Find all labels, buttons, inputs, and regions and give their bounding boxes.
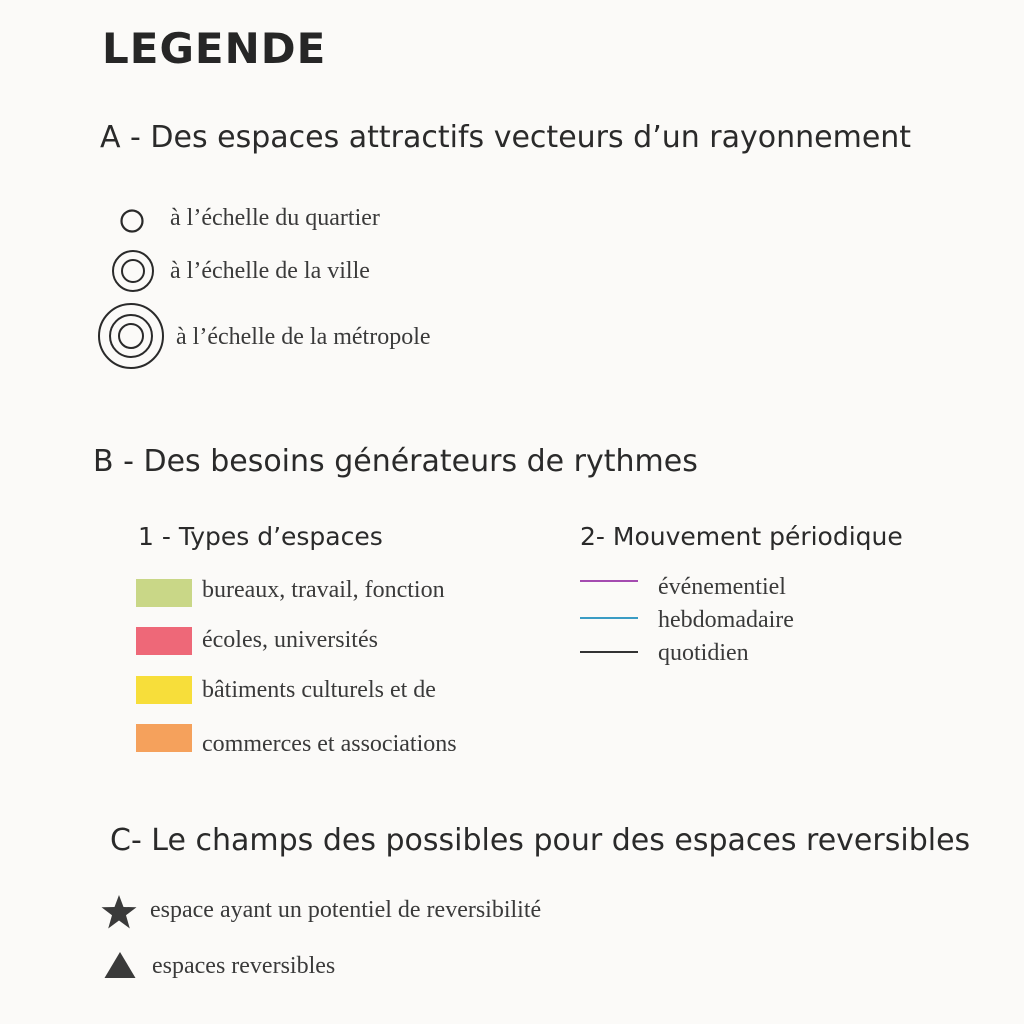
- swatch-commerces: [136, 724, 192, 752]
- swatch-ecoles: [136, 627, 192, 655]
- triple-circle-icon: [96, 301, 166, 371]
- triangle-icon: [103, 950, 137, 980]
- section-a-item-label: à l’échelle du quartier: [170, 205, 380, 231]
- swatch-culturels: [136, 676, 192, 704]
- movement-item-label: hebdomadaire: [658, 607, 794, 633]
- types-item-label: bâtiments culturels et de: [202, 677, 436, 703]
- section-c-item-label: espaces reversibles: [152, 953, 336, 979]
- movement-subtitle: 2- Mouvement périodique: [580, 522, 903, 551]
- section-a-title: A - Des espaces attractifs vecteurs d’un rayonnement: [100, 120, 912, 155]
- section-a-item-label: à l’échelle de la métropole: [176, 324, 431, 350]
- types-item-label: commerces et associations: [202, 731, 457, 757]
- section-a-item-label: à l’échelle de la ville: [170, 258, 370, 284]
- legend-title: LEGENDE: [102, 24, 327, 73]
- movement-item-label: quotidien: [658, 640, 749, 666]
- double-circle-icon: [110, 248, 156, 294]
- section-c-title: C- Le champs des possibles pour des espaces reversibles: [110, 823, 971, 858]
- line-hebdomadaire: [580, 617, 638, 619]
- swatch-bureaux: [136, 579, 192, 607]
- types-item-label: bureaux, travail, fonction: [202, 577, 445, 603]
- types-item-label: écoles, universités: [202, 627, 378, 653]
- section-b-title: B - Des besoins générateurs de rythmes: [93, 444, 698, 479]
- section-c-item-label: espace ayant un potentiel de reversibilité: [150, 897, 542, 923]
- single-circle-icon: [118, 207, 146, 235]
- types-subtitle: 1 - Types d’espaces: [138, 522, 383, 551]
- line-evenementiel: [580, 580, 638, 582]
- movement-item-label: événementiel: [658, 574, 786, 600]
- star-icon: [100, 894, 138, 930]
- line-quotidien: [580, 651, 638, 653]
